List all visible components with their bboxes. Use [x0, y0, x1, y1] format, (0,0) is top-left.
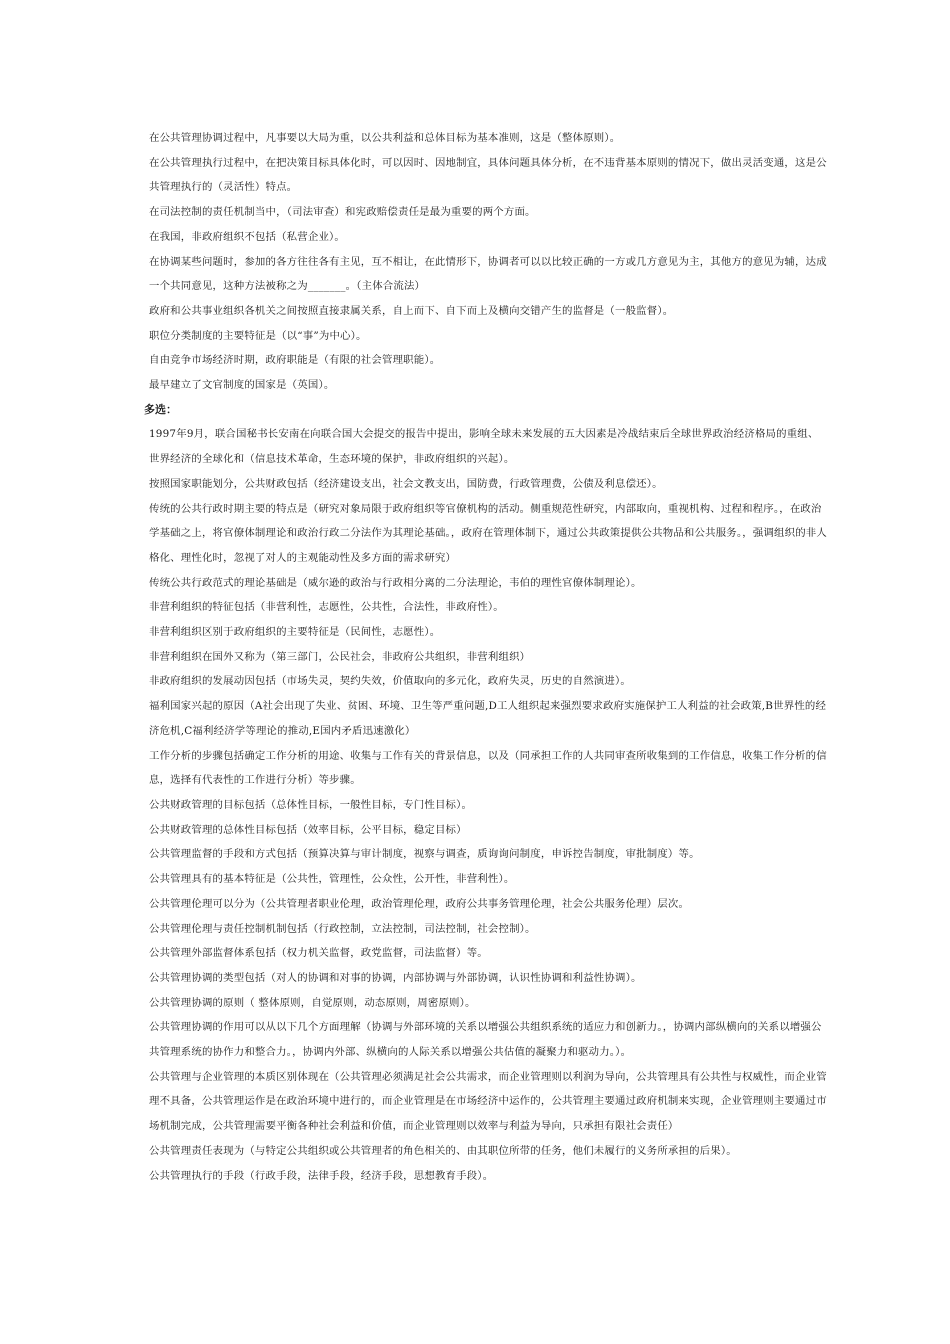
list-item: 公共管理协调的作用可以从以下几个方面理解（协调与外部环境的关系以增强公共组织系统的适应力和创新力。，协调内部纵横向的关系以增强公共管理系统的协作力和整合力。，协调内外部、纵横向的人际关系以增强公共估值的凝聚力和驱动力。）。: [149, 1021, 822, 1059]
list-item: 非政府组织的发展动因包括（市场失灵，契约失效，价值取向的多元化，政府失灵，历史的自然演进）。: [149, 675, 631, 688]
list-item: 1997年9月，联合国秘书长安南在向联合国大会提交的报告中提出，影响全球未来发展的五大因素是冷战结束后全球世界政治经济格局的重组、世界经济的全球化和（信息技术革命，生态环境的保护，非政府组织的兴起）。: [149, 428, 819, 466]
list-item: 非营利组织的特征包括（非营利性，志愿性，公共性，合法性，非政府性）。: [149, 601, 504, 614]
list-item: 在协调某些问题时，参加的各方往往各有主见，互不相让，在此情形下，协调者可以以比较正确的一方或几方意见为主，其他方的意见为辅，达成一个共同意见，这种方法被称之为_______。（主体合流法）: [149, 255, 827, 293]
list-item: 传统的公共行政时期主要的特点是（研究对象局限于政府组织等官僚机构的活动。侧重规范性研究，内部取向，重视机构、过程和程序。，在政治学基础之上，将官僚体制理论和政治行政二分法作为其理论基础。，政府在管理体制下，通过公共政策提供公共物品和公共服务。，强调组织的非人格化、理性化时，忽视了对人的主观能动性及多方面的需求研究）: [149, 502, 827, 564]
list-item: 公共管理伦理与责任控制机制包括（行政控制，立法控制，司法控制，社会控制）。: [149, 922, 536, 935]
list-item: 公共财政管理的目标包括（总体性目标，一般性目标，专门性目标）。: [149, 798, 473, 811]
list-item: 传统公共行政范式的理论基础是（威尔逊的政治与行政相分离的二分法理论，韦伯的理性官僚体制理论）。: [149, 576, 642, 589]
list-item: 职位分类制度的主要特征是（以“事”为中心）。: [149, 329, 367, 342]
list-item: 政府和公共事业组织各机关之间按照直接隶属关系，自上而下、自下而上及横向交错产生的监督是（一般监督）。: [149, 304, 674, 317]
list-item: 公共管理监督的手段和方式包括（预算决算与审计制度，视察与调查，质询询问制度，申诉控告制度，审批制度）等。: [149, 848, 700, 861]
list-item: 在司法控制的责任机制当中，（司法审查）和宪政赔偿责任是最为重要的两个方面。: [149, 206, 536, 219]
list-item: 公共管理协调的类型包括（对人的协调和对事的协调，内部协调与外部协调，认识性协调和利益性协调）。: [149, 971, 642, 984]
list-item: 公共管理与企业管理的本质区别体现在（公共管理必须满足社会公共需求，而企业管理则以利润为导向，公共管理具有公共性与权威性，而企业管理不具备，公共管理运作是在政治环境中进行的，而企业管理是在市场经济中运作的，公共管理主要通过政府机制来实现，企业管理则主要通过市场机制完成，公共管理需要平衡各种社会利益和价值，而企业管理则以效率与利益为导向，只承担有限社会责任）: [149, 1070, 827, 1133]
list-item: 按照国家职能划分，公共财政包括（经济建设支出，社会文教支出，国防费，行政管理费，公债及利息偿还）。: [149, 477, 663, 490]
list-item: 在公共管理执行过程中，在把决策目标具体化时，可以因时、因地制宜，具体问题具体分析，在不违背基本原则的情况下，做出灵活变通，这是公共管理执行的（灵活性）特点。: [149, 156, 827, 194]
list-item: 公共管理具有的基本特征是（公共性，管理性，公众性，公开性，非营利性）。: [149, 873, 515, 886]
list-item: 公共管理伦理可以分为（公共管理者职业伦理，政治管理伦理，政府公共事务管理伦理，社会公共服务伦理）层次。: [149, 897, 690, 910]
document-content: [144, 126, 829, 1188]
list-item: 最早建立了文官制度的国家是（英国）。: [149, 379, 335, 392]
list-item: 非营利组织区别于政府组织的主要特征是（民间性，志愿性）。: [149, 626, 441, 639]
list-item: 公共管理责任表现为（与特定公共组织或公共管理者的角色相关的、由其职位所带的任务，他们未履行的义务所承担的后果）。: [149, 1144, 737, 1157]
list-item: 在我国，非政府组织不包括（私营企业）。: [149, 230, 346, 243]
list-item: 自由竞争市场经济时期，政府职能是（有限的社会管理职能）。: [149, 354, 441, 367]
list-item: 公共管理执行的手段（行政手段，法律手段，经济手段，思想教育手段）。: [149, 1169, 494, 1182]
list-item: 公共财政管理的总体性目标包括（效率目标，公平目标，稳定目标）: [149, 823, 467, 836]
list-item: 非营利组织在国外又称为（第三部门，公民社会，非政府公共组织，非营利组织）: [149, 650, 531, 663]
list-item: 公共管理协调的原则（ 整体原则，自觉原则，动态原则，周密原则）。: [149, 996, 476, 1009]
list-item: 工作分析的步骤包括确定工作分析的用途、收集与工作有关的背景信息，以及（同承担工作的人共同审查所收集到的工作信息，收集工作分析的信息，选择有代表性的工作进行分析）等步骤。: [149, 749, 827, 787]
list-item: 公共管理外部监督体系包括（权力机关监督，政党监督，司法监督）等。: [149, 947, 488, 960]
list-item: 福利国家兴起的原因（A社会出现了失业、贫困、环境、卫生等严重问题,D工人组织起来强烈要求政府实施保护工人利益的社会政策,B世界性的经济危机,C福利经济学等理论的推动,E国内矛盾迅速激化）: [149, 700, 827, 737]
list-item: 在公共管理协调过程中，凡事要以大局为重，以公共利益和总体目标为基本准则，这是（整体原则）。: [149, 132, 621, 144]
section-heading-multi-choice: 多选：: [144, 402, 177, 416]
